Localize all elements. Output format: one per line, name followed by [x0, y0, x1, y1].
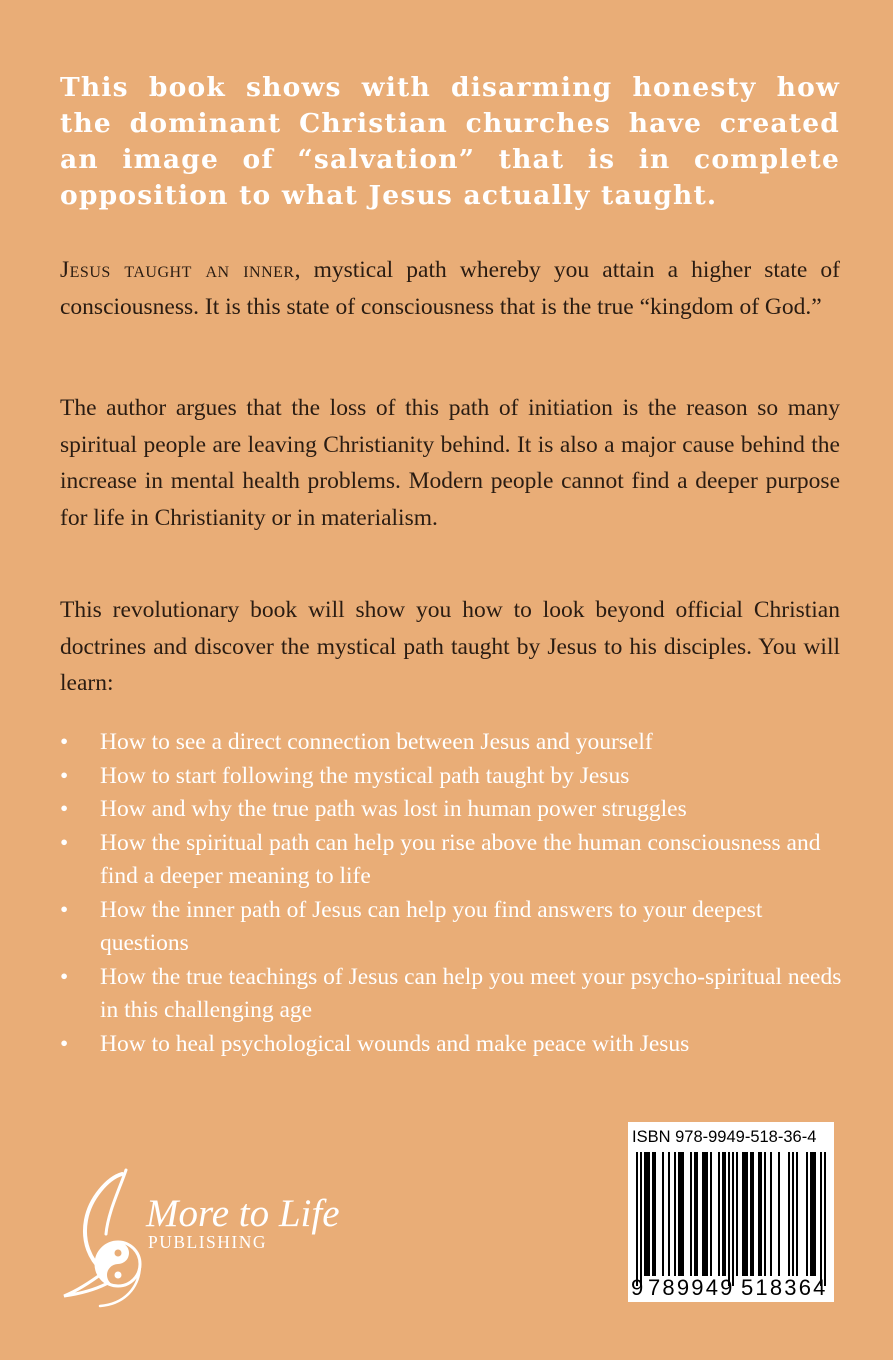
barcode-bar [764, 1152, 766, 1276]
list-item [60, 961, 850, 1028]
bullet-icon: • [60, 963, 69, 990]
list-item [60, 827, 850, 894]
barcode-bar [702, 1152, 704, 1276]
barcode-bar [646, 1152, 648, 1276]
list-item-text: How to heal psychological wounds and make peace with Jesus [100, 1030, 690, 1057]
barcode-digits-left: 789949 [648, 1275, 735, 1300]
barcode-bar [710, 1152, 712, 1276]
barcode-guard-bar [732, 1152, 734, 1286]
barcode-bar [806, 1152, 808, 1276]
barcode-digit-first: 9 [631, 1275, 644, 1300]
bullet-icon: • [60, 896, 69, 923]
barcode-guard-bar [640, 1152, 642, 1286]
barcode-bar [742, 1152, 744, 1276]
yin-yang-swirl-logo-icon [60, 1168, 150, 1308]
list-item [60, 1028, 850, 1062]
barcode-bar [648, 1152, 650, 1276]
isbn-barcode [628, 1122, 834, 1302]
barcode-bar [736, 1152, 738, 1276]
barcode-bar [704, 1152, 706, 1276]
barcode-bar [752, 1152, 754, 1276]
barcode-bar [750, 1152, 752, 1276]
paragraph-you-will-learn: This revolutionary book will show you how to look beyond official Christian doctrines and discover the mystical path taught by Jesus to his disciples. You will learn: [60, 597, 840, 696]
barcode-bar [644, 1152, 646, 1276]
barcode-bar [796, 1152, 798, 1276]
barcode-bar [654, 1152, 656, 1276]
bullet-icon: • [60, 1030, 69, 1057]
barcode-bar [746, 1152, 748, 1276]
barcode-bar [758, 1152, 760, 1276]
list-item [60, 726, 850, 760]
barcode-bar [810, 1152, 812, 1276]
bullet-icon: • [60, 762, 69, 789]
bullet-icon: • [60, 796, 69, 822]
barcode-bar [706, 1152, 708, 1276]
barcode-guard-bar [820, 1152, 822, 1286]
barcode-bar [778, 1152, 780, 1276]
barcode-bar [788, 1152, 790, 1276]
list-item-text: How the spiritual path can help you rise above the human consciousness and find a deeper meaning to life [100, 829, 821, 889]
barcode-bar [652, 1152, 654, 1276]
paragraph-intro-rest: , mystical path whereby you attain a higher state of consciousness. It is this state of consciousness that is the true “kingdom of God.” [60, 257, 841, 320]
barcode-guard-bar [824, 1152, 826, 1286]
publisher-logo [60, 1168, 400, 1308]
list-item-text: How and why the true path was lost in human power struggles [100, 796, 687, 822]
barcode-bar [760, 1152, 762, 1276]
barcode-bar [694, 1152, 696, 1276]
barcode-bar [690, 1152, 692, 1276]
list-item [60, 894, 850, 961]
barcode-bar [814, 1152, 816, 1276]
barcode-bar [744, 1152, 746, 1276]
barcode-bar [696, 1152, 698, 1276]
bullet-icon: • [60, 729, 69, 755]
barcode-bar [678, 1152, 680, 1276]
barcode-bar [812, 1152, 814, 1276]
barcode-bar [680, 1152, 682, 1276]
barcode-bar [724, 1152, 726, 1276]
barcode-bar [674, 1152, 676, 1276]
barcode-guard-bar [728, 1152, 730, 1286]
learning-points-list [60, 726, 850, 1061]
list-item [60, 793, 850, 827]
barcode-bar [722, 1152, 724, 1276]
barcode-bar [682, 1152, 684, 1276]
barcode-bar [770, 1152, 772, 1276]
paragraph-intro [60, 252, 840, 325]
publisher-name: More to Life [146, 1192, 340, 1235]
barcode-bar [662, 1152, 664, 1276]
isbn-label: ISBN 978-9949-518-36-4 [632, 1128, 817, 1146]
headline: This book shows with disarming honesty how the dominant Christian churches have created an image of “salvation” that is in complete opposition to what Jesus actually taught. [60, 72, 840, 211]
barcode-bar [668, 1152, 670, 1276]
barcode-guard-bar [636, 1152, 638, 1286]
list-item-text: How the inner path of Jesus can help you find answers to your deepest questions [100, 896, 763, 956]
paragraph-author-argument: The author argues that the loss of this path of initiation is the reason so many spiritual people are leaving Christianity behind. It is also a major cause behind the increase in mental health problems. Modern people cannot find a deeper purpose for life in Christianity or in materialism. [60, 395, 840, 531]
list-item [60, 760, 850, 794]
list-item-text: How to see a direct connection between Jesus and yourself [100, 729, 653, 755]
barcode-bar [792, 1152, 794, 1276]
list-item-text: How to start following the mystical path taught by Jesus [100, 762, 630, 789]
barcode-bar [718, 1152, 720, 1276]
paragraph-intro-lead: Jesus taught an inner [60, 257, 295, 283]
list-item-text: How the true teachings of Jesus can help you meet your psycho-spiritual needs in this challenging age [100, 963, 842, 1023]
barcode-digits-right: 518364 [741, 1275, 828, 1300]
publisher-subtitle: PUBLISHING [148, 1232, 268, 1252]
bullet-icon: • [60, 829, 69, 856]
